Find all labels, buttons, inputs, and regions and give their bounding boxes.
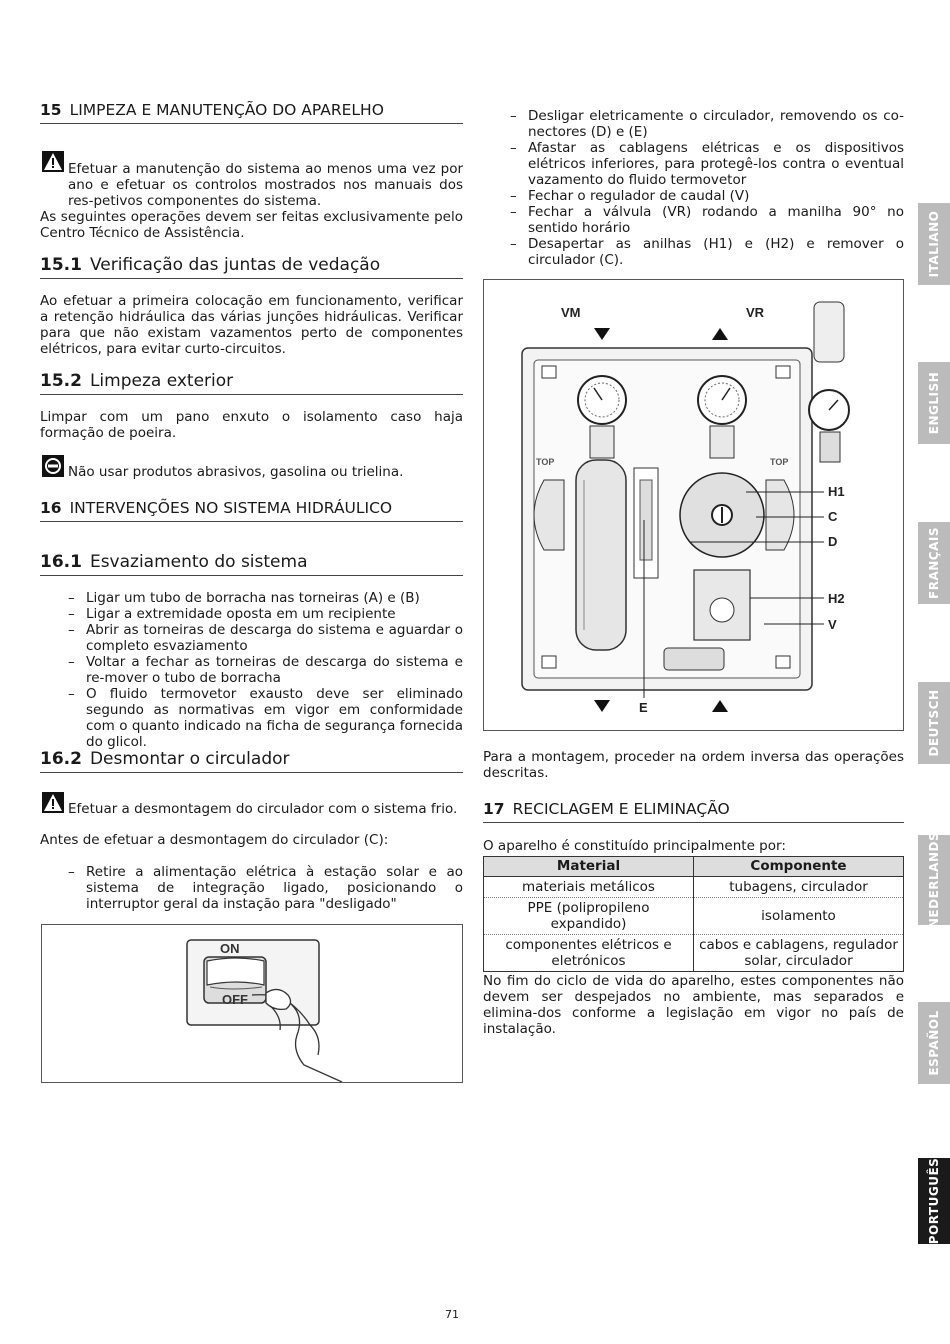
tab-deutsch[interactable] — [918, 682, 950, 764]
section-15-1-heading — [40, 254, 463, 279]
section-title: Esvaziamento do sistema — [89, 552, 308, 572]
label-v: V — [828, 617, 837, 632]
station-diagram — [484, 280, 903, 730]
section-number: 15.2 — [40, 371, 82, 391]
page-number: 71 — [445, 1308, 459, 1321]
section-15-2-heading — [40, 370, 463, 395]
paragraph: Antes de efetuar a desmontagem do circulador (C): — [40, 832, 389, 848]
section-number: 15 — [40, 101, 62, 119]
section-number: 16.2 — [40, 749, 82, 769]
warning-icon — [42, 151, 64, 172]
warning-icon — [42, 792, 64, 813]
tab-nederlands[interactable] — [918, 831, 950, 929]
tab-label: PORTUGUÊS — [927, 1157, 941, 1245]
label-c: C — [828, 509, 838, 524]
list-item: – O fluido termovetor exausto deve ser eliminado segundo as normativas em vigor em conformidade com o quanto indicado na ficha de segurança fornecida do glicol. — [40, 686, 463, 750]
list-item: – Desligar eletricamente o circulador, removendo os co-nectores (D) e (E) — [510, 108, 904, 140]
section-number: 16.1 — [40, 552, 82, 572]
prohibition-text: Não usar produtos abrasivos, gasolina ou trielina. — [68, 464, 404, 480]
top-right-label: TOP — [770, 457, 789, 467]
table-cell: materiais metálicos — [484, 877, 694, 898]
arrow-up-icon — [712, 700, 728, 712]
drain-steps-list — [40, 590, 463, 750]
disassembly-steps-continued — [510, 108, 904, 268]
paragraph: Ao efetuar a primeira colocação em funcionamento, verificar a retenção hidráulica das várias junções hidráulicas. Verificar para que não existam vazamentos perto de componentes elétricos, para evitar curto-circuitos. — [40, 293, 463, 357]
list-item: – Ligar um tubo de borracha nas torneiras (A) e (B) — [40, 590, 463, 606]
prohibition-block — [40, 455, 463, 480]
prohibition-icon — [42, 455, 64, 477]
warning-block — [40, 151, 463, 241]
table-cell: PPE (polipropileno expandido) — [484, 898, 694, 935]
section-15-heading — [40, 100, 463, 124]
table-cell: tubagens, circulador — [694, 877, 904, 898]
tab-label: FRANÇAIS — [927, 527, 941, 599]
table-row — [484, 898, 904, 935]
solar-station-figure — [483, 279, 904, 731]
section-title: LIMPEZA E MANUTENÇÃO DO APARELHO — [69, 101, 384, 119]
section-title: RECICLAGEM E ELIMINAÇÃO — [512, 800, 730, 818]
label-h2: H2 — [828, 591, 845, 606]
warning-block — [40, 792, 463, 817]
materials-table — [483, 856, 904, 972]
tab-label: ITALIANO — [927, 210, 941, 278]
list-item: – Afastar as cablagens elétricas e os dispositivos elétricos inferiores, para protegê-los contra o eventual vazamento do fluido termovetor — [510, 140, 904, 188]
warning-text: Efetuar a manutenção do sistema ao menos uma vez por ano e efetuar os controlos mostrados nos manuais dos res-petivos componentes do sistema. — [68, 161, 463, 209]
tab-label: ESPAÑOL — [927, 1010, 941, 1076]
table-header-row — [484, 857, 904, 877]
tab-portugues[interactable] — [918, 1158, 950, 1244]
paragraph: As seguintes operações devem ser feitas exclusivamente pelo Centro Técnico de Assistência. — [40, 209, 463, 241]
paragraph: O aparelho é constituído principalmente por: — [483, 838, 786, 854]
section-title: Desmontar o circulador — [89, 749, 290, 769]
list-item: – Abrir as torneiras de descarga do sistema e aguardar o completo esvaziamento — [40, 622, 463, 654]
tab-espanol[interactable] — [918, 1002, 950, 1084]
section-16-1-heading — [40, 551, 463, 576]
section-number: 17 — [483, 800, 505, 818]
table-cell: cabos e cablagens, regulador solar, circulador — [694, 935, 904, 972]
materials-table-wrap — [483, 856, 904, 972]
tab-italiano[interactable] — [918, 203, 950, 285]
list-item: – Fechar o regulador de caudal (V) — [510, 188, 904, 204]
table-cell: isolamento — [694, 898, 904, 935]
section-title: Verificação das juntas de vedação — [89, 255, 381, 275]
warning-text: Efetuar a desmontagem do circulador com o sistema frio. — [68, 801, 458, 817]
on-label: ON — [220, 941, 240, 956]
switch-illustration — [42, 925, 462, 1082]
list-item: – Fechar a válvula (VR) rodando a manilha 90° no sentido horário — [510, 204, 904, 236]
arrow-down-icon — [594, 328, 610, 340]
section-number: 15.1 — [40, 255, 82, 275]
section-title: INTERVENÇÕES NO SISTEMA HIDRÁULICO — [69, 499, 393, 517]
section-number: 16 — [40, 499, 62, 517]
list-item: – Desapertar as anilhas (H1) e (H2) e remover o circulador (C). — [510, 236, 904, 268]
table-cell: componentes elétricos e eletrónicos — [484, 935, 694, 972]
section-16-2-heading — [40, 748, 463, 773]
tab-francais[interactable] — [918, 522, 950, 604]
tab-label: ENGLISH — [927, 371, 941, 435]
section-16-heading — [40, 498, 463, 522]
section-17-heading — [483, 799, 904, 823]
paragraph: No fim do ciclo de vida do aparelho, estes componentes não devem ser despejados no ambiente, mas separados e elimina-dos conforme a legislação em vigor no país de instalação. — [483, 973, 904, 1037]
label-vm: VM — [561, 305, 581, 320]
label-d: D — [828, 534, 838, 549]
column-header: Material — [484, 857, 694, 877]
paragraph: Limpar com um pano enxuto o isolamento caso haja formação de poeira. — [40, 409, 463, 441]
list-item: – Voltar a fechar as torneiras de descarga do sistema e re-mover o tubo de borracha — [40, 654, 463, 686]
list-item: – Ligar a extremidade oposta em um recipiente — [40, 606, 463, 622]
switch-figure — [41, 924, 463, 1083]
arrow-down-icon — [594, 700, 610, 712]
tab-label: DEUTSCH — [927, 689, 941, 757]
arrow-up-icon — [712, 328, 728, 340]
table-row — [484, 877, 904, 898]
off-label: OFF — [222, 992, 248, 1007]
tab-label: NEDERLANDS — [927, 831, 941, 929]
list-item: – Retire a alimentação elétrica à estação solar e ao sistema de integração ligado, posicionando o interruptor geral da instação para "desligado" — [40, 864, 463, 912]
reassembly-note: Para a montagem, proceder na ordem inversa das operações descritas. — [483, 749, 904, 781]
top-left-label: TOP — [536, 457, 555, 467]
label-vr: VR — [746, 305, 765, 320]
section-title: Limpeza exterior — [89, 371, 234, 391]
label-h1: H1 — [828, 484, 845, 499]
disassembly-steps-list — [40, 864, 463, 912]
tab-english[interactable] — [918, 362, 950, 444]
label-e: E — [639, 700, 648, 715]
column-header: Componente — [694, 857, 904, 877]
table-row — [484, 935, 904, 972]
